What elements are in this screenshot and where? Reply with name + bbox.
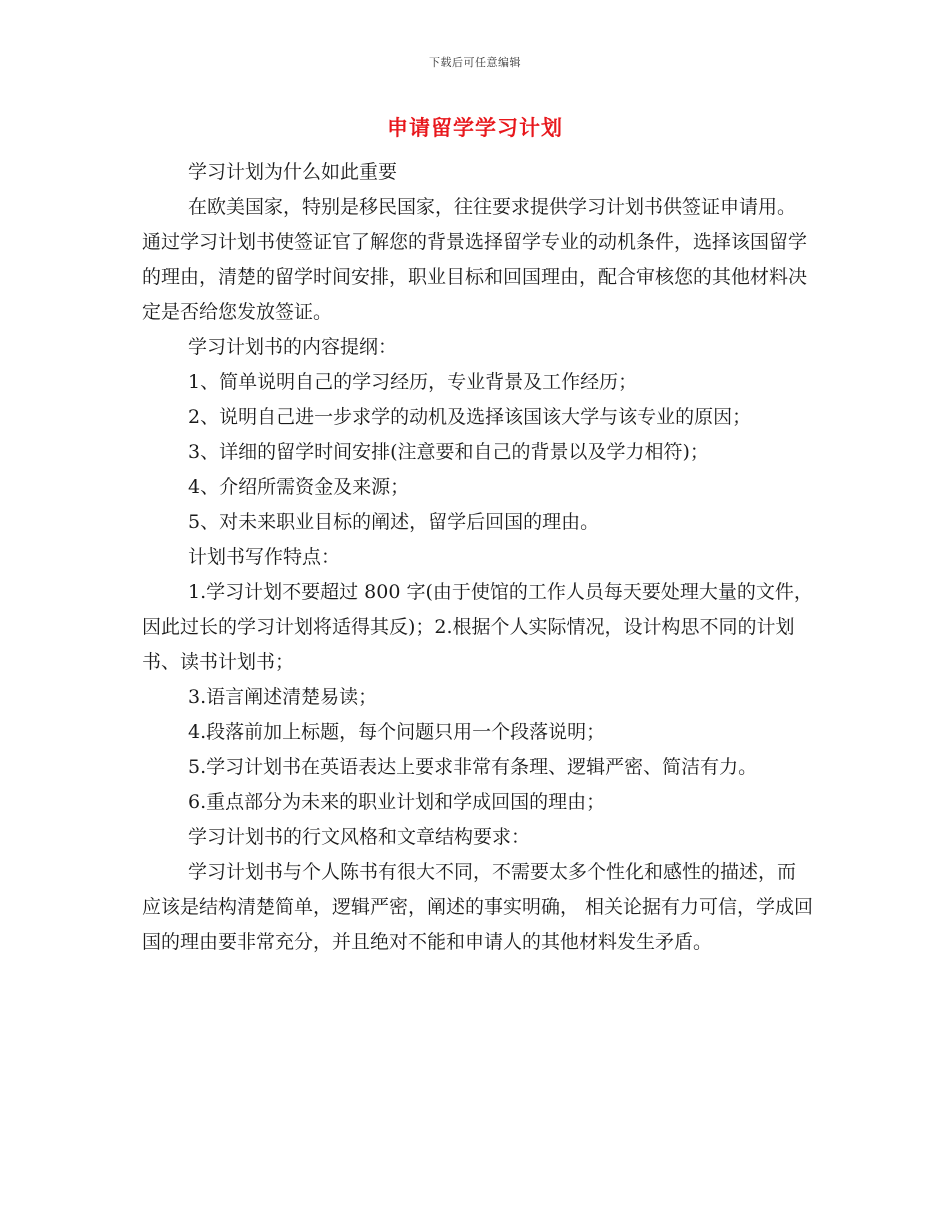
document-title: 申请留学学习计划	[387, 116, 563, 140]
feature-item-3: 3.语言阐述清楚易读；	[188, 686, 378, 708]
outline-item-2: 2、说明自己进一步求学的动机及选择该国该大学与该专业的原因；	[188, 406, 752, 428]
paragraph-heading-style: 学习计划书的行文风格和文章结构要求：	[188, 826, 531, 848]
paragraph-heading-outline: 学习计划书的内容提纲：	[188, 336, 398, 358]
paragraph-heading-importance: 学习计划为什么如此重要	[188, 161, 398, 183]
feature-item-1-2: 1.学习计划不要超过 800 字(由于使馆的工作人员每天要处理大量的文件，因此过长的学习计划将适得其反)；2.根据个人实际情况，设计构思不同的计划书、读书计划书；	[142, 581, 813, 673]
outline-item-5: 5、对未来职业目标的阐述，留学后回国的理由。	[188, 511, 600, 533]
document-body	[142, 155, 814, 960]
feature-item-5: 5.学习计划书在英语表达上要求非常有条理、逻辑严密、简洁有力。	[188, 756, 758, 778]
paragraph-style-requirements: 学习计划书与个人陈书有很大不同，不需要太多个性化和感性的描述，而应该是结构清楚简单，逻辑严密，阐述的事实明确， 相关论据有力可信，学成回国的理由要非常充分，并且绝对不能和申请人的其他材料发生矛盾。	[142, 861, 814, 953]
header-note: 下载后可任意编辑	[429, 56, 521, 69]
outline-item-3: 3、详细的留学时间安排(注意要和自己的背景以及学力相符)；	[188, 441, 709, 463]
feature-item-6: 6.重点部分为未来的职业计划和学成回国的理由；	[188, 791, 606, 813]
outline-item-1: 1、简单说明自己的学习经历，专业背景及工作经历；	[188, 371, 638, 393]
outline-item-4: 4、介绍所需资金及来源；	[188, 476, 410, 498]
paragraph-heading-features: 计划书写作特点：	[188, 546, 341, 568]
feature-item-4: 4.段落前加上标题，每个问题只用一个段落说明；	[188, 721, 606, 743]
paragraph-visa-purpose: 在欧美国家，特别是移民国家，往往要求提供学习计划书供签证申请用。通过学习计划书使签证官了解您的背景选择留学专业的动机条件，选择该国留学的理由，清楚的留学时间安排，职业目标和回国理由，配合审核您的其他材料决定是否给您发放签证。	[142, 196, 808, 323]
